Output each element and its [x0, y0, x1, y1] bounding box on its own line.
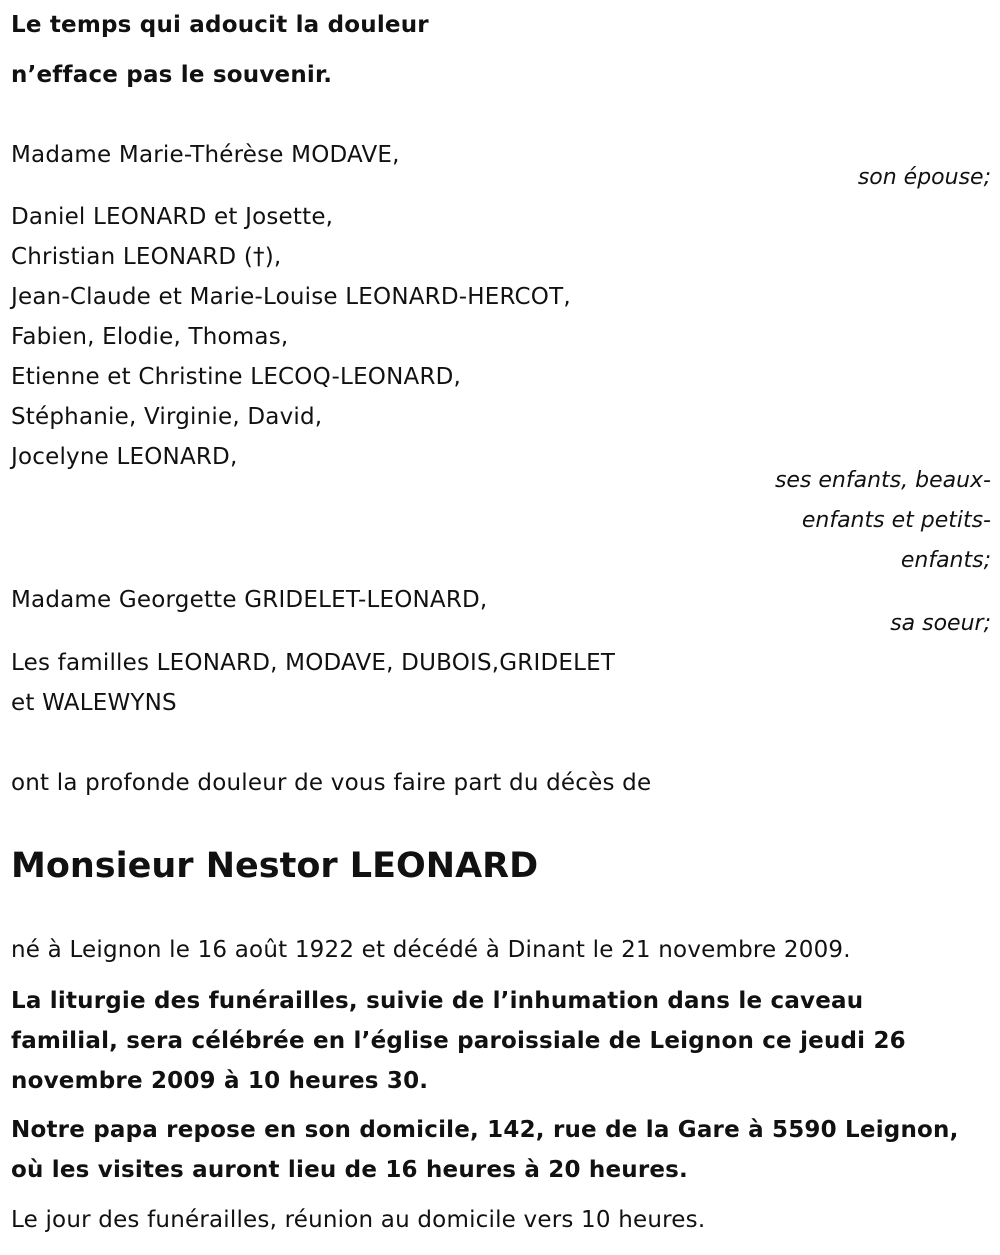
- sister-relation: sa soeur;: [890, 611, 991, 636]
- children-relation-line: ses enfants, beaux-: [774, 468, 991, 493]
- repose-line-2: où les visites auront lieu de 16 heures à 20 heures.: [11, 1157, 688, 1183]
- quote-line-2: n’efface pas le souvenir.: [11, 62, 333, 88]
- child-line: Stéphanie, Virginie, David,: [11, 404, 323, 430]
- spouse-relation: son épouse;: [857, 165, 991, 190]
- child-line: Fabien, Elodie, Thomas,: [11, 324, 289, 350]
- funeral-line-3: novembre 2009 à 10 heures 30.: [11, 1068, 429, 1094]
- funeral-line-2: familial, sera célébrée en l’église paroissiale de Leignon ce jeudi 26: [11, 1028, 906, 1054]
- families-line-1: Les familles LEONARD, MODAVE, DUBOIS,GRIDELET: [11, 650, 616, 676]
- repose-line-1: Notre papa repose en son domicile, 142, rue de la Gare à 5590 Leignon,: [11, 1117, 959, 1143]
- child-line: Daniel LEONARD et Josette,: [11, 204, 334, 230]
- spouse-name: Madame Marie-Thérèse MODAVE,: [11, 142, 400, 168]
- child-line: Christian LEONARD (†),: [11, 244, 282, 270]
- meeting-text: Le jour des funérailles, réunion au domicile vers 10 heures.: [11, 1207, 706, 1233]
- quote-line-1: Le temps qui adoucit la douleur: [11, 12, 429, 38]
- child-line: Jocelyne LEONARD,: [11, 444, 238, 470]
- child-line: Jean-Claude et Marie-Louise LEONARD-HERCOT,: [11, 284, 571, 310]
- deceased-name: Monsieur Nestor LEONARD: [11, 846, 539, 886]
- families-line-2: et WALEWYNS: [11, 690, 177, 716]
- children-relation-line: enfants et petits-: [801, 508, 991, 533]
- announcement-text: ont la profonde douleur de vous faire part du décès de: [11, 770, 652, 796]
- child-line: Etienne et Christine LECOQ-LEONARD,: [11, 364, 462, 390]
- birth-death-text: né à Leignon le 16 août 1922 et décédé à Dinant le 21 novembre 2009.: [11, 937, 851, 963]
- children-relation-line: enfants;: [900, 548, 991, 573]
- sister-name: Madame Georgette GRIDELET-LEONARD,: [11, 587, 488, 613]
- funeral-line-1: La liturgie des funérailles, suivie de l’inhumation dans le caveau: [11, 988, 864, 1014]
